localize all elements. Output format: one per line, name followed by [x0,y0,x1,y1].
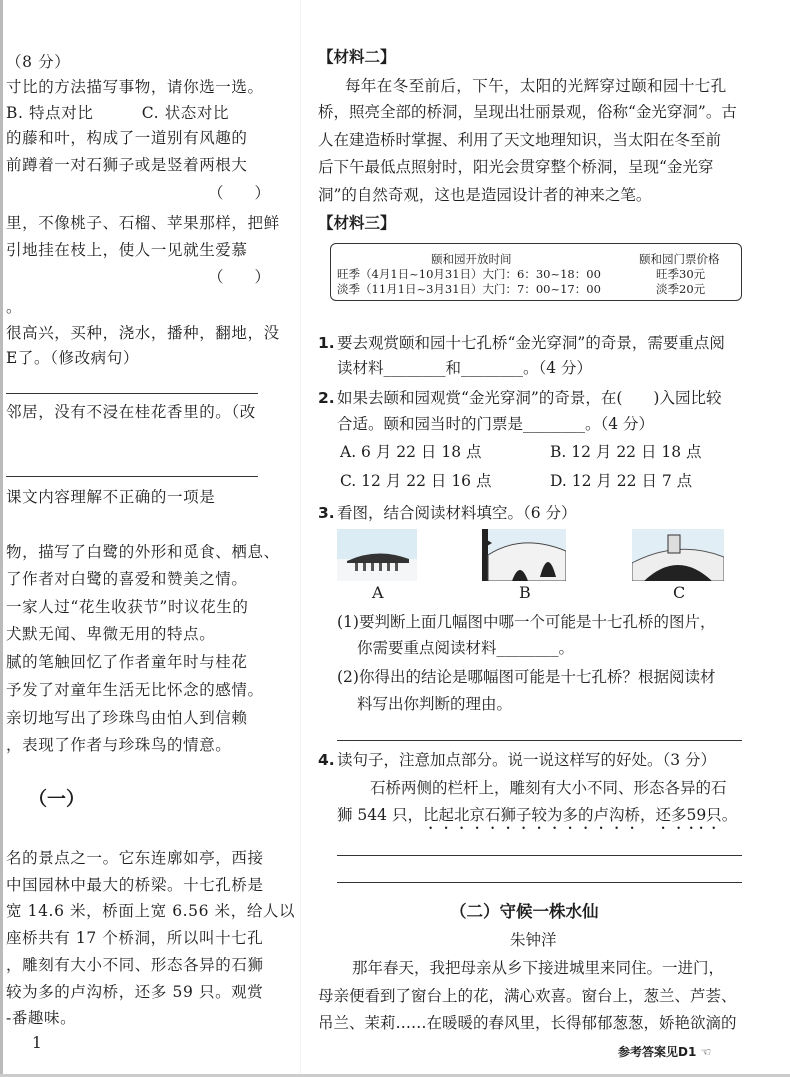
story-line: 那年春天，我把母亲从乡下接进城里来同住。一进门， [352,959,725,977]
price-title: 颐和园门票价格 [639,252,720,266]
material-line: 每年在冬至前后，下午，太阳的光辉穿过颐和园十七孔 [345,77,727,95]
passage-line: 中国园林中最大的桥梁。十七孔桥是 [6,876,264,894]
passage-line: 名的景点之一。它东连廓如亭，西接 [6,849,264,867]
text-line: 。 [6,298,23,316]
answer-reference [618,1043,711,1060]
passage-line: 座桥共有 17 个桥洞，所以叫十七孔 [6,929,264,947]
off-peak-price: 淡季20元 [656,282,706,296]
q3-number: 3. [318,504,335,522]
text-line: B. 特点对比 C. 状态对比 [6,104,230,122]
story-line: 母亲便看到了窗台上的花，满心欢喜。窗台上，葱兰、芦荟、 [318,987,737,1005]
text-line: ，表现了作者与珍珠鸟的情意。 [6,736,232,754]
material-line: 洞”的自然奇观，这也是造园设计者的神来之笔。 [318,186,652,204]
q2-number: 2. [318,389,335,407]
q3-text: 看图，结合阅读材料填空。（6 分） [337,504,577,522]
text-line: 一家人过“花生收获节”时议花生的 [6,598,249,616]
q4-sentence: 石桥两侧的栏杆上，雕刻有大小不同、形态各异的石 [370,779,727,797]
hours-title: 颐和园开放时间 [431,252,512,266]
text-line: （8 分） [6,53,71,71]
text-line: 的藤和叶，构成了一道别有风趣的 [6,129,248,147]
material-line: 桥，照亮全部的桥洞，呈现出壮丽景观，俗称“金光穿洞”。古 [318,103,737,121]
text-line: 邻居，没有不浸在桂花香里的。（改 [6,403,256,421]
text-line: 腻的笔触回忆了作者童年时与桂花 [6,653,248,671]
pointing-hand-icon: ☜ [700,1045,712,1059]
text-line: 物，描写了白鹭的外形和觅食、栖息、 [6,543,280,561]
answer-line[interactable] [337,855,742,856]
passage-line: ，雕刻有大小不同、形态各异的石狮 [6,956,264,974]
answer-reference-text: 参考答案见D1 [618,1045,697,1059]
text-line: 犬默无闻、卑微无用的特点。 [6,625,216,643]
text-line: 亲切地写出了珍珠鸟由怕人到信赖 [6,709,248,727]
q1-text: 要去观赏颐和园十七孔桥“金光穿洞”的奇景，需要重点阅 [337,334,725,352]
sentence-end: 。 [721,806,738,824]
option-b[interactable]: B. 12 月 22 日 18 点 [550,443,702,461]
q4-sentence-cont [337,805,737,833]
option-c[interactable]: C. 12 月 22 日 16 点 [340,472,492,490]
text-line: 引地挂在枝上，使人一见就生爱慕 [6,241,248,259]
passage-line: 较为多的卢沟桥，还多 59 只。观赏 [6,983,264,1001]
story-author: 朱钟洋 [510,931,557,949]
text-line: 了作者对白鹭的喜爱和赞美之情。 [6,570,248,588]
answer-line[interactable] [6,476,258,477]
material-2-heading: 【材料二】 [318,48,396,66]
q3-2-text-cont: 料写出你判断的理由。 [357,695,513,713]
material-line: 后下午最低点照射时，阳光会贯穿整个桥洞，呈现“金光穿 [318,158,714,176]
column-divider [300,0,301,1077]
passage-line: -番趣味。 [6,1009,77,1027]
story-title: （二）守候一株水仙 [450,902,599,921]
sentence-part: 狮 544 只， [337,806,423,824]
q3-2-text: (2)你得出的结论是哪幅图可能是十七孔桥？根据阅读材 [337,668,716,686]
q2-blank[interactable]: 合适。颐和园当时的门票是________。（4 分） [337,415,655,433]
text-line: 里，不像桃子、石榴、苹果那样，把鲜 [6,214,280,232]
passage-line: 宽 14.6 米，桥面上宽 6.56 米，给人以 [6,902,296,920]
bridge-image-c [632,529,724,581]
image-label-a: A [372,583,384,602]
section-heading: （一） [28,788,86,810]
peak-price: 旺季30元 [656,267,706,281]
image-label-b: B [519,583,531,602]
option-d[interactable]: D. 12 月 22 日 7 点 [550,472,693,490]
image-label-c: C [673,583,686,602]
story-line: 吊兰、茉莉……在暖暖的春风里，长得郁郁葱葱，娇艳欲滴的 [318,1014,737,1032]
bridge-image-b [482,529,566,581]
text-line: 前蹲着一对石狮子或是竖着两根大 [6,156,248,174]
q3-1-blank[interactable]: 你需要重点阅读材料________。 [357,639,575,657]
q2-text: 如果去颐和园观赏“金光穿洞”的奇景，在( )入园比较 [337,389,722,407]
answer-line[interactable] [337,740,742,741]
dotted-emphasis: 比起北京石狮子较为多的卢沟桥，还多59只 [422,806,722,824]
text-line: 寸比的方法描写事物，请你选一选。 [6,78,264,96]
text-line: 很高兴，买种，浇水，播种，翻地，没 [6,324,280,342]
off-peak-hours: 淡季（11月1日~3月31日）大门：7：00~17：00 [337,282,601,296]
page-edge [0,0,3,1077]
answer-line[interactable] [337,882,742,883]
schedule-table [330,243,742,301]
page-number: 1 [32,1034,42,1052]
answer-bracket[interactable]: （ ） [208,268,271,286]
q1-number: 1. [318,334,335,352]
q4-number: 4. [318,751,335,769]
bridge-image-a [337,529,417,581]
material-line: 人在建造桥时掌握、利用了天文地理知识，当太阳在冬至前 [318,131,722,149]
q3-1-text: (1)要判断上面几幅图中哪一个可能是十七孔桥的图片， [337,613,716,631]
answer-line[interactable] [6,393,258,394]
option-a[interactable]: A. 6 月 22 日 18 点 [340,443,482,461]
text-line: 课文内容理解不正确的一项是 [6,488,216,506]
answer-bracket[interactable]: （ ） [208,184,271,202]
material-3-heading: 【材料三】 [318,214,396,232]
text-line: 予发了对童年生活无比怀念的感情。 [6,681,264,699]
peak-hours: 旺季（4月1日~10月31日）大门：6：30~18：00 [337,267,601,281]
q1-blanks[interactable]: 读材料________和________。（4 分） [337,359,593,377]
text-line: E了。（修改病句） [6,349,139,367]
q4-text: 读句子，注意加点部分。说一说这样写的好处。（3 分） [337,751,717,769]
